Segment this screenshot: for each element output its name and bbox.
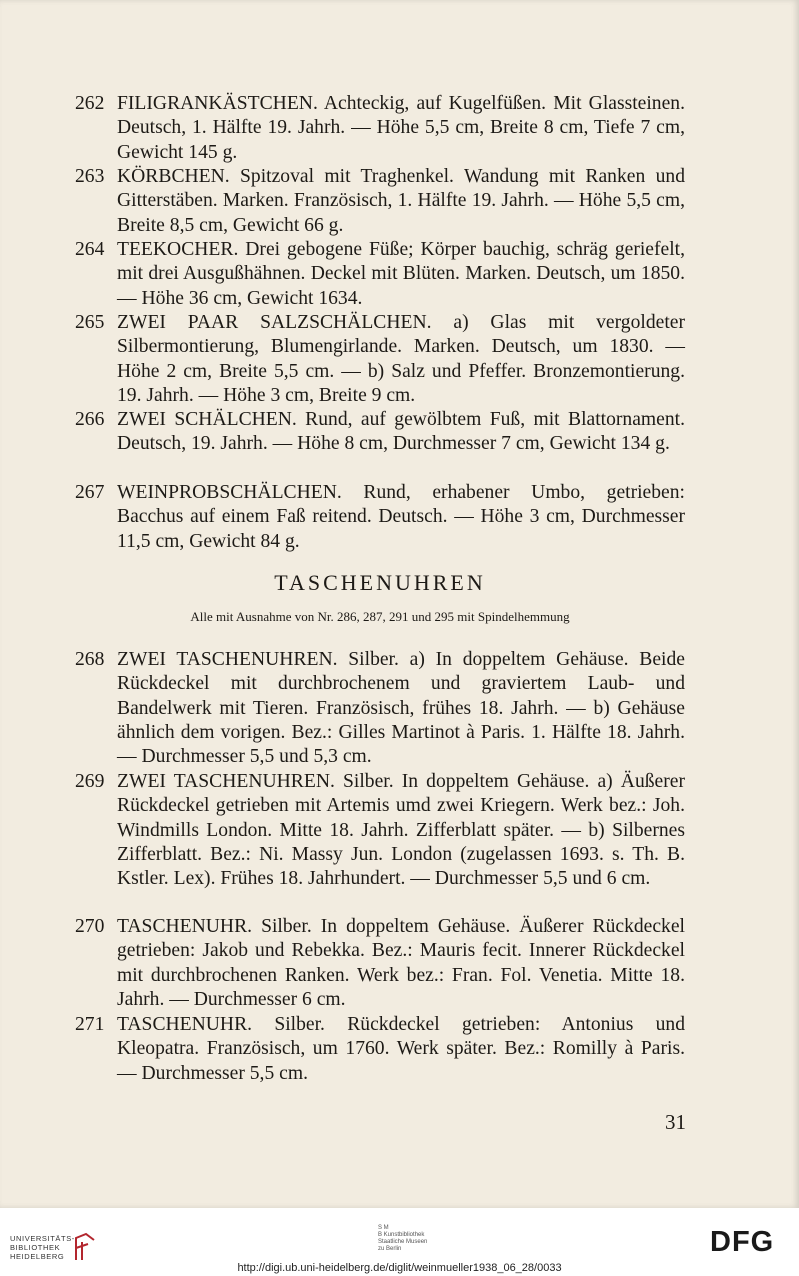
catalog-entry-264: [75, 238, 685, 311]
university-logo-icon: [72, 1230, 98, 1264]
section-subtitle: Alle mit Ausnahme von Nr. 286, 287, 291 und 295 mit Spindelhemmung: [190, 609, 570, 624]
entry-text: FILIGRANKÄSTCHEN. Achteckig, auf Kugelfüßen. Mit Glassteinen. Deutsch, 1. Hälfte 19. Jahrh. — Höhe 5,5 cm, Breite 8 cm, Tiefe 7 cm, Gewicht 145 g.: [117, 93, 685, 163]
entry-text: KÖRBCHEN. Spitzoval mit Traghenkel. Wandung mit Ranken und Gitterstäben. Marken. Französisch, 1. Hälfte 19. Jahrh. — Höhe 5,5 cm, Breite 8,5 cm, Gewicht 66 g.: [117, 166, 685, 236]
footer: [0, 1208, 799, 1276]
catalog-entry-265: [75, 311, 685, 408]
entry-text: ZWEI TASCHENUHREN. Silber. In doppeltem Gehäuse. a) Äußerer Rückdeckel getrieben mit Artemis umd zwei Kriegern. Werk bez.: Joh. Windmills London. Mitte 18. Jahrh. Zifferblatt später. — b) Silbernes Zifferblatt. Bez.: Ni. Massy Jun. London (zugelassen 1693. s. Th. B. Kstler. Lex). Frühes 18. Jahrhundert. — Durchmesser 5,5 und 6 cm.: [117, 771, 685, 890]
entry-text: TEEKOCHER. Drei gebogene Füße; Körper bauchig, schräg geriefelt, mit drei Ausgußhähnen. Deckel mit Blüten. Marken. Deutsch, um 1850. — Höhe 36 cm, Gewicht 1634.: [117, 239, 685, 309]
source-url[interactable]: http://digi.ub.uni-heidelberg.de/diglit/weinmueller1938_06_28/0033: [237, 1262, 562, 1274]
entry-text: TASCHENUHR. Silber. In doppeltem Gehäuse. Äußerer Rückdeckel getrieben: Jakob und Rebekka. Bez.: Mauris fecit. Innerer Rückdeckel mit durchbrochenen Ranken. Werk bez.: Fran. Fol. Venetia. Mitte 18. Jahrh. — Durchmesser 6 cm.: [117, 916, 685, 1010]
entry-number: 270: [75, 916, 105, 937]
entry-number: 267: [75, 482, 105, 503]
entry-number: 263: [75, 166, 105, 187]
entry-text: ZWEI SCHÄLCHEN. Rund, auf gewölbtem Fuß, mit Blattornament. Deutsch, 19. Jahrh. — Höhe 8 cm, Durchmesser 7 cm, Gewicht 134 g.: [117, 409, 685, 455]
catalog-entry-271: [75, 1013, 685, 1086]
university-library-name: UNIVERSITÄTS- BIBLIOTHEK HEIDELBERG: [10, 1234, 75, 1261]
entry-text: ZWEI PAAR SALZSCHÄLCHEN. a) Glas mit vergoldeter Silbermontierung, Blumengirlande. Marken. Deutsch, um 1830. — Höhe 2 cm, Breite 5,5 cm. — b) Salz und Pfeffer. Bronzemontierung. 19. Jahrh. — Höhe 3 cm, Breite 9 cm.: [117, 312, 685, 406]
catalog-entry-266: [75, 408, 685, 457]
museum-stamp: S M B Kunstbibliothek Staatliche Museen zu Berlin: [378, 1225, 428, 1252]
dfg-logo: DFG: [710, 1226, 775, 1258]
catalog-entry-268: [75, 648, 685, 769]
entry-number: 262: [75, 93, 105, 114]
entry-number: 264: [75, 239, 105, 260]
catalog-entry-263: [75, 165, 685, 238]
catalog-entry-262: [75, 92, 685, 165]
entry-number: 268: [75, 649, 105, 670]
entry-text: TASCHENUHR. Silber. Rückdeckel getrieben: Antonius und Kleopatra. Französisch, um 1760. Werk später. Bez.: Romilly à Paris. — Durchmesser 5,5 cm.: [117, 1014, 685, 1084]
catalog-entry-269: [75, 770, 685, 891]
entry-number: 265: [75, 312, 105, 333]
catalog-entry-270: [75, 915, 685, 1012]
entry-text: WEINPROBSCHÄLCHEN. Rund, erhabener Umbo, getrieben: Bacchus auf einem Faß reitend. Deutsch. — Höhe 3 cm, Durchmesser 11,5 cm, Gewicht 84 g.: [117, 482, 685, 552]
entry-number: 269: [75, 771, 105, 792]
catalog-entry-267: [75, 481, 685, 554]
entry-text: ZWEI TASCHENUHREN. Silber. a) In doppeltem Gehäuse. Beide Rückdeckel mit durchbrochenem und graviertem Laub- und Bandelwerk mit Tieren. Französisch, frühes 18. Jahrh. — b) Gehäuse ähnlich dem vorigen. Bez.: Gilles Martinot à Paris. 1. Hälfte 18. Jahrh. — Durchmesser 5,5 und 5,3 cm.: [117, 649, 685, 768]
page-number: 31: [665, 1110, 686, 1134]
entry-number: 271: [75, 1014, 105, 1035]
section-title: TASCHENUHREN: [274, 570, 486, 595]
entry-number: 266: [75, 409, 105, 430]
